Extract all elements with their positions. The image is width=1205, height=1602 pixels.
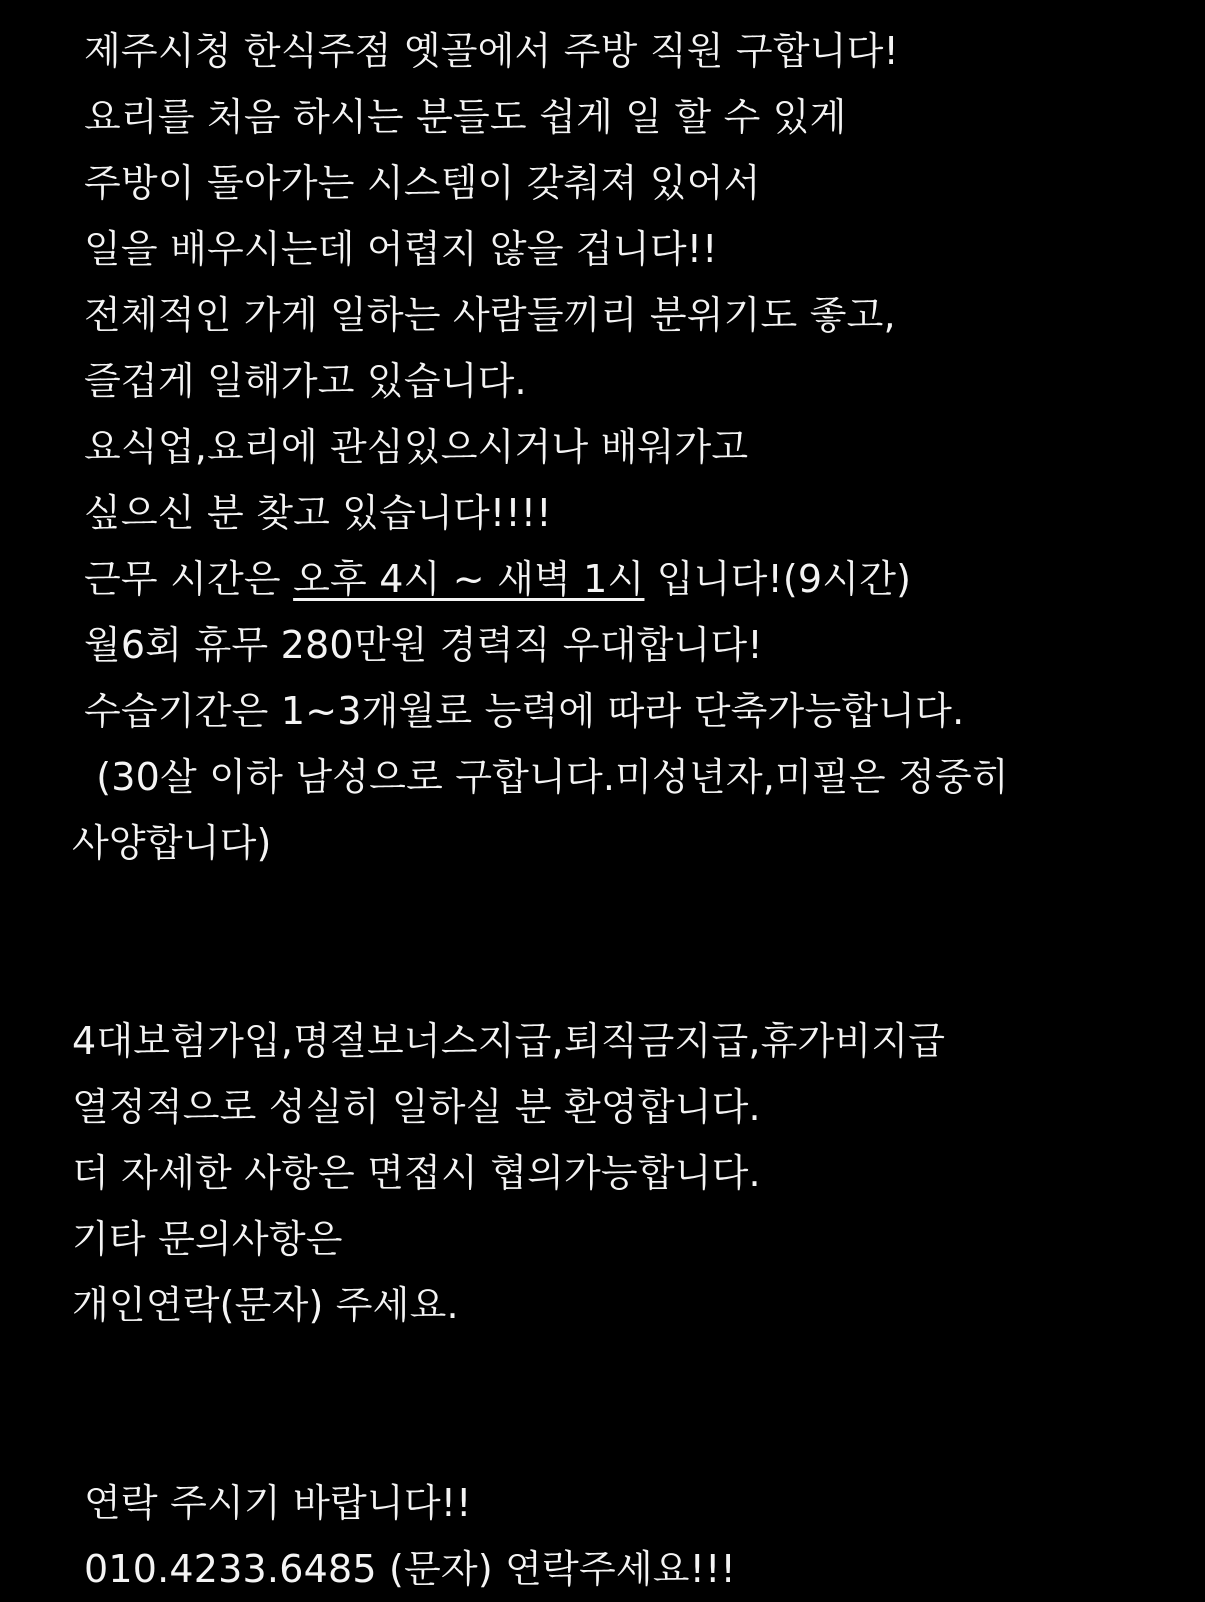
posting-line: (30살 이하 남성으로 구합니다.미성년자,미필은 정중히 [84, 755, 1009, 799]
posting-line-blank [72, 1338, 1165, 1404]
posting-line: 연락 주시기 바랍니다!! [84, 1481, 472, 1525]
posting-line: 요식업,요리에 관심있으시거나 배워가고 [84, 425, 749, 469]
posting-line: 즐겁게 일해가고 있습니다. [84, 359, 527, 403]
posting-line: 기타 문의사항은 [72, 1217, 343, 1261]
posting-line: 개인연락(문자) 주세요. [72, 1283, 459, 1327]
posting-line-blank [72, 876, 1165, 942]
posting-line-list [72, 18, 1165, 1602]
posting-line: 수습기간은 1~3개월로 능력에 따라 단축가능합니다. [84, 689, 965, 733]
posting-line: 근무 시간은 오후 4시 ~ 새벽 1시 입니다!(9시간) [84, 557, 912, 601]
posting-line: 싶으신 분 찾고 있습니다!!!! [84, 491, 552, 535]
posting-line: 4대보험가입,명절보너스지급,퇴직금지급,휴가비지급 [72, 1019, 946, 1063]
work-hours-highlight: 오후 4시 ~ 새벽 1시 [293, 557, 645, 601]
posting-line: 일을 배우시는데 어렵지 않을 겁니다!! [84, 227, 718, 271]
posting-line: 열정적으로 성실히 일하실 분 환영합니다. [72, 1085, 761, 1129]
posting-line: 사양합니다) [72, 821, 272, 865]
posting-line-blank [72, 942, 1165, 1008]
posting-line: 제주시청 한식주점 옛골에서 주방 직원 구합니다! [84, 29, 899, 73]
posting-line: 전체적인 가게 일하는 사람들끼리 분위기도 좋고, [84, 293, 896, 337]
posting-line-blank [72, 1404, 1165, 1470]
posting-line: 더 자세한 사항은 면접시 협의가능합니다. [72, 1151, 761, 1195]
posting-line: 월6회 휴무 280만원 경력직 우대합니다! [84, 623, 763, 667]
posting-line: 010.4233.6485 (문자) 연락주세요!!! [84, 1547, 736, 1591]
posting-line: 요리를 처음 하시는 분들도 쉽게 일 할 수 있게 [84, 95, 847, 139]
posting-line: 주방이 돌아가는 시스템이 갖춰져 있어서 [84, 161, 761, 205]
